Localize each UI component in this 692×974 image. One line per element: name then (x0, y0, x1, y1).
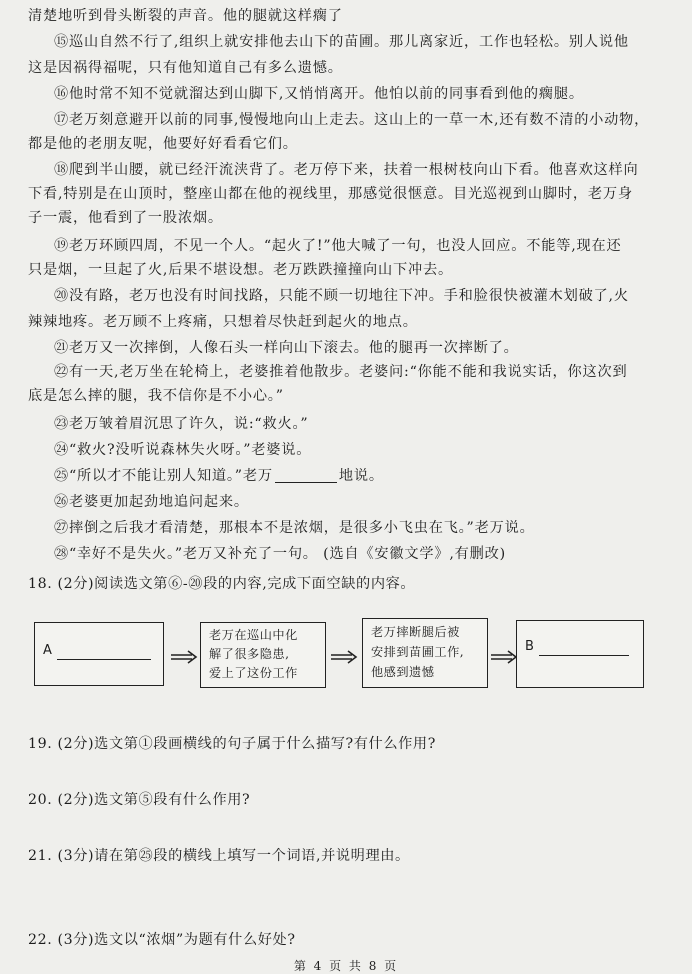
passage-paragraph-17: ⑰老万刻意避开以前的同事,慢慢地向山上走去。这山上的一草一木,还有数不清的小动物， (54, 112, 650, 128)
box-a-label: A (43, 643, 52, 658)
box-3-line: 老万摔断腿后被 (371, 625, 460, 639)
flow-box-b (516, 620, 644, 688)
passage-paragraph-15: ⑮巡山自然不行了,组织上就安排他去山下的苗圃。那儿离家近，工作也轻松。别人说他 (54, 34, 629, 50)
flow-box-3 (362, 618, 488, 688)
question-22: 22. (3分)选文以“浓烟”为题有什么好处? (28, 932, 296, 948)
passage-paragraph-24: ㉔“救火?没听说森林失火呀。”老婆说。 (54, 442, 312, 458)
box-b-label: B (525, 639, 534, 654)
question-18: 18. (2分)阅读选文第⑥-⑳段的内容,完成下面空缺的内容。 (28, 576, 416, 592)
flow-box-2 (200, 622, 326, 688)
passage-line: 底是怎么摔的腿，我不信你是不小心。” (28, 388, 284, 404)
passage-text: 地说。 (338, 468, 384, 484)
passage-line: 清楚地听到骨头断裂的声音。他的腿就这样瘸了 (28, 8, 343, 24)
box-3-line: 安排到苗圃工作, (371, 645, 465, 659)
passage-line: 都是他的老朋友呢，他要好好看看它们。 (28, 136, 298, 152)
passage-text: ㉕“所以才不能让别人知道。”老万 (54, 468, 273, 484)
passage-line: 只是烟，一旦起了火,后果不堪设想。老万跌跌撞撞向山下冲去。 (28, 262, 453, 278)
passage-line: 子一震，他看到了一股浓烟。 (28, 210, 223, 226)
passage-line: 下看,特别是在山顶时，整座山都在他的视线里，那感觉很惬意。目光巡视到山脚时，老万身 (28, 186, 633, 202)
arrow-icon (490, 650, 518, 664)
passage-paragraph-16: ⑯他时常不知不觉就溜达到山脚下,又悄悄离开。他怕以前的同事看到他的瘸腿。 (54, 86, 584, 102)
passage-paragraph-23: ㉓老万皱着眉沉思了许久，说:“救火。” (54, 416, 309, 432)
passage-line: 这是因祸得福呢，只有他知道自己有多么遗憾。 (28, 60, 343, 76)
page-footer: 第 4 页 共 8 页 (293, 959, 399, 973)
flow-box-a (34, 622, 164, 686)
box-2-line: 老万在巡山中化 (209, 628, 298, 642)
box-2-line: 爱上了这份工作 (209, 666, 298, 680)
passage-paragraph-25 (54, 466, 678, 486)
question-20: 20. (2分)选文第⑤段有什么作用? (28, 792, 251, 808)
passage-paragraph-18: ⑱爬到半山腰，就已经汗流浃背了。老万停下来，扶着一根树枝向山下看。他喜欢这样向 (54, 162, 639, 178)
box-a-blank (57, 659, 151, 660)
box-b-blank (539, 655, 629, 656)
question-21: 21. (3分)请在第㉕段的横线上填写一个词语,并说明理由。 (28, 848, 410, 864)
box-2-line: 解了很多隐患, (209, 647, 290, 661)
arrow-icon (330, 650, 358, 664)
question-19: 19. (2分)选文第①段画横线的句子属于什么描写?有什么作用? (28, 736, 436, 752)
arrow-icon (170, 650, 198, 664)
box-3-line: 他感到遗憾 (371, 665, 435, 679)
passage-paragraph-21: ㉑老万又一次摔倒，人像石头一样向山下滚去。他的腿再一次摔断了。 (54, 340, 519, 356)
passage-paragraph-20: ⑳没有路，老万也没有时间找路，只能不顾一切地往下冲。手和脸很快被灌木划破了,火 (54, 288, 629, 304)
passage-paragraph-26: ㉖老婆更加起劲地追问起来。 (54, 494, 249, 510)
passage-paragraph-27: ㉗摔倒之后我才看清楚，那根本不是浓烟，是很多小飞虫在飞。”老万说。 (54, 520, 535, 536)
answer-blank (275, 468, 337, 483)
passage-paragraph-22: ㉒有一天,老万坐在轮椅上，老婆推着他散步。老婆问:“你能不能和我说实话，你这次到 (54, 364, 628, 380)
passage-line: 辣辣地疼。老万顾不上疼痛，只想着尽快赶到起火的地点。 (28, 314, 418, 330)
passage-paragraph-28: ㉘“幸好不是失火。”老万又补充了一句。 (选自《安徽文学》,有删改) (54, 546, 506, 562)
passage-paragraph-19: ⑲老万环顾四周，不见一个人。“起火了!”他大喊了一句，也没人回应。不能等,现在还 (54, 238, 622, 254)
